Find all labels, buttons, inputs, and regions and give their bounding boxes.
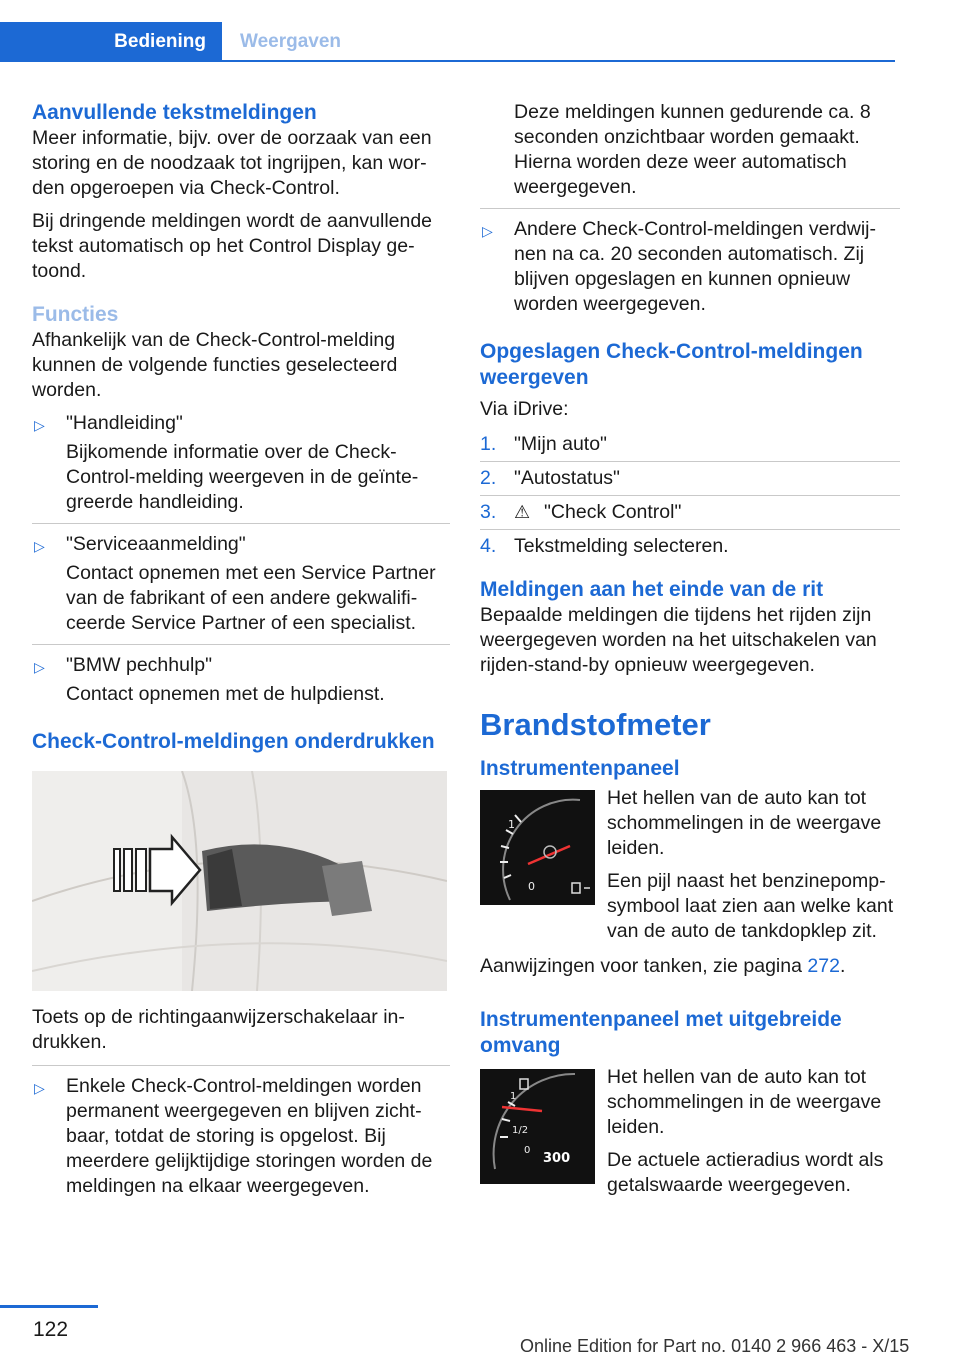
tab-weergaven[interactable]: Weergaven <box>240 31 342 52</box>
gauge-label: 1 <box>510 1091 517 1102</box>
triangle-bullet-icon: ▷ <box>34 659 45 675</box>
paragraph: De actuele actieradius wordt als getalswaarde weergegeven. <box>607 1149 884 1196</box>
step-text: "Autostatus" <box>514 467 620 489</box>
heading-opgeslagen: Opgeslagen Check-Control-meldingen weergeven <box>480 340 863 389</box>
tab-bediening[interactable]: Bediening <box>0 22 222 62</box>
heading-uitgebreide-omvang: Instrumentenpaneel met uitgebreide omvang <box>480 1008 842 1057</box>
step-text: "Check Control" <box>544 501 682 523</box>
paragraph: Het hellen van de auto kan tot schommelingen in de weergave leiden. <box>607 1066 882 1138</box>
list-item <box>480 208 900 325</box>
step-text: Tekstmelding selecteren. <box>514 535 729 557</box>
page-link[interactable]: 272 <box>807 955 840 977</box>
gauge-label: 1 <box>508 818 515 831</box>
list-item-text: Andere Check-Control-meldingen verdwijnen na ca. 20 seconden automatisch. Zij blijven opgeslagen en kunnen opnieuw worden weergegeven. <box>514 218 876 315</box>
function-title: "Handleiding" <box>66 412 183 434</box>
turn-signal-stalk-icon <box>32 771 447 991</box>
paragraph: Het hellen van de auto kan tot schommelingen in de weergave leiden. <box>607 787 882 859</box>
list-item <box>32 523 450 644</box>
heading-brandstofmeter: Brandstofmeter <box>480 707 711 742</box>
step-number: 2. <box>480 467 497 489</box>
list-item <box>480 495 900 529</box>
step-text: "Mijn auto" <box>514 433 607 455</box>
function-desc: Contact opnemen met een Service Partner van de fabrikant of een andere gekwalificeerde Service Partner of een specialist. <box>66 562 436 634</box>
paragraph <box>480 954 900 979</box>
fuel-gauge-block <box>480 786 900 944</box>
heading-einde-rit: Meldingen aan het einde van de rit <box>480 578 824 601</box>
paragraph: Een pijl naast het benzinepompsymbool laat zien aan welke kant van de auto de tankdopklep zit. <box>607 870 894 942</box>
paragraph: Bepaalde meldingen die tijdens het rijden zijn weergegeven worden na het uitschakelen van rijden-stand-by opnieuw weergegeven. <box>480 604 877 676</box>
figure-caption: Toets op de richtingaanwijzerschakelaar indrukken. <box>32 1006 405 1053</box>
other-messages-list <box>480 208 900 325</box>
extended-fuel-gauge-icon <box>480 1069 595 1184</box>
gauge-label: 0 <box>528 880 535 893</box>
text: Aanwijzingen voor tanken, zie pagina <box>480 955 808 977</box>
step-number: 4. <box>480 535 497 557</box>
right-column <box>480 100 900 1206</box>
step-number: 3. <box>480 501 497 523</box>
gauge-label: 0 <box>524 1145 531 1156</box>
list-item <box>32 1065 450 1207</box>
footer-divider <box>0 1305 98 1308</box>
left-column <box>32 100 450 1207</box>
continued-text: Deze meldingen kunnen gedurende ca. 8 seconden onzichtbaar worden gemaakt. Hierna worden deze weer automatisch weergegeven. <box>514 101 871 198</box>
heading-aanvullende-tekstmeldingen: Aanvullende tekstmeldingen <box>32 101 317 124</box>
list-item <box>480 428 900 461</box>
stalk-illustration <box>32 771 447 991</box>
edition-note: Online Edition for Part no. 0140 2 966 463 - X/15 <box>520 1336 910 1356</box>
functions-list <box>32 403 450 715</box>
gauge-label: 1/2 <box>512 1125 529 1136</box>
paragraph: Meer informatie, bijv. over de oorzaak van een storing en de noodzaak tot ingrijpen, kan worden opgeroepen via Check-Control. <box>32 127 432 199</box>
triangle-bullet-icon: ▷ <box>34 1080 45 1096</box>
function-title: "BMW pechhulp" <box>66 654 213 676</box>
range-value: 300 <box>543 1151 571 1166</box>
fuel-gauge-image <box>480 790 595 905</box>
suppress-list <box>32 1065 450 1207</box>
paragraph: Via iDrive: <box>480 398 569 420</box>
function-desc: Bijkomende informatie over de Check-Control-melding weergeven in de geïntegreerde handleiding. <box>66 441 419 513</box>
function-desc: Contact opnemen met de hulpdienst. <box>66 683 385 705</box>
list-item <box>32 644 450 715</box>
list-item-text: Enkele Check-Control-meldingen worden permanent weergegeven en blijven zichtbaar, totdat de storing is opgelost. Bij meerdere gelijktijdige storingen worden de meldingen na elkaar weergegeven. <box>66 1075 433 1197</box>
heading-instrumentenpaneel: Instrumentenpaneel <box>480 757 680 780</box>
function-title: "Serviceaanmelding" <box>66 533 246 555</box>
extended-gauge-image <box>480 1069 595 1184</box>
extended-gauge-block <box>480 1065 900 1198</box>
text: . <box>839 955 846 977</box>
triangle-bullet-icon: ▷ <box>482 223 493 239</box>
page-number: 122 <box>33 1318 69 1341</box>
heading-functies: Functies <box>32 303 119 326</box>
list-item <box>480 529 900 563</box>
list-item <box>32 403 450 523</box>
list-item <box>480 461 900 495</box>
paragraph: Bij dringende meldingen wordt de aanvullende tekst automatisch op het Control Display getoond. <box>32 210 433 282</box>
triangle-bullet-icon: ▷ <box>34 538 45 554</box>
paragraph: Afhankelijk van de Check-Control-melding kunnen de volgende functies geselecteerd worden. <box>32 329 398 401</box>
step-number: 1. <box>480 433 497 455</box>
steps-list <box>480 428 900 563</box>
heading-onderdrukken: Check-Control-meldingen onderdrukken <box>32 730 435 753</box>
warning-triangle-icon: ⚠ <box>514 502 531 522</box>
triangle-bullet-icon: ▷ <box>34 417 45 433</box>
fuel-gauge-icon <box>480 790 595 905</box>
tab-divider <box>0 60 895 62</box>
section-tabs <box>0 0 895 62</box>
